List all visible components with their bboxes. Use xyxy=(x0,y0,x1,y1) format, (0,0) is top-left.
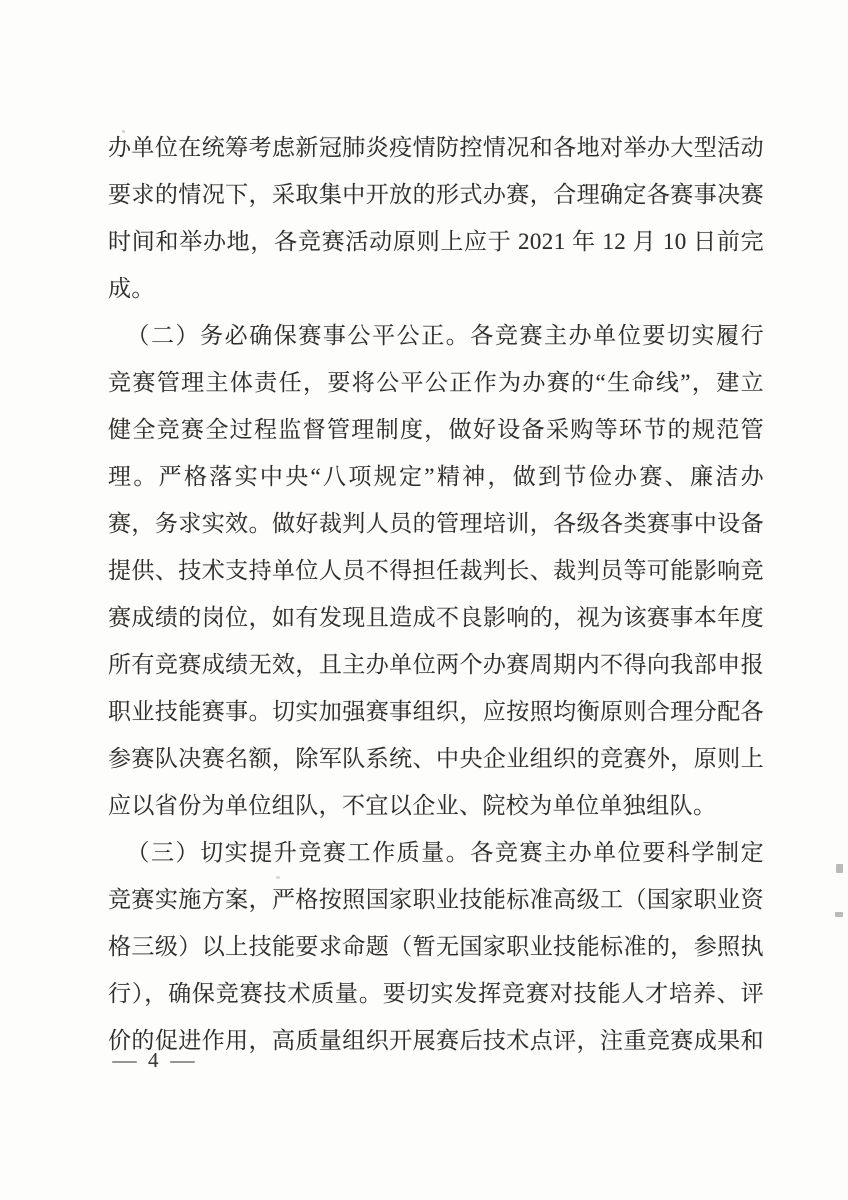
text-line: 所有竞赛成绩无效，且主办单位两个办赛周期内不得向我部申报 xyxy=(108,652,764,677)
text-line: 竞赛实施方案，严格按照国家职业技能标准高级工（国家职业资 xyxy=(108,887,764,912)
text-line: 提供、技术支持单位人员不得担任裁判长、裁判员等可能影响竞 xyxy=(108,558,764,583)
text-line: 要求的情况下，采取集中开放的形式办赛，合理确定各赛事决赛 xyxy=(108,182,764,207)
text-line: （三）切实提升竞赛工作质量。各竞赛主办单位要科学制定 xyxy=(126,840,764,865)
text-line: 办单位在统筹考虑新冠肺炎疫情防控情况和各地对举办大型活动 xyxy=(108,135,764,160)
text-line: 价的促进作用，高质量组织开展赛后技术点评，注重竞赛成果和 xyxy=(108,1028,764,1053)
text-line: 理。严格落实中央“八项规定”精神，做到节俭办赛、廉洁办 xyxy=(108,464,764,489)
text-line: 应以省份为单位组队，不宜以企业、院校为单位单独组队。 xyxy=(108,793,717,818)
text-line: 竞赛管理主体责任，要将公平公正作为办赛的“生命线”，建立 xyxy=(108,370,764,395)
text-line: 格三级）以上技能要求命题（暂无国家职业技能标准的，参照执 xyxy=(108,934,764,959)
text-line: 职业技能赛事。切实加强赛事组织，应按照均衡原则合理分配各 xyxy=(108,699,764,724)
scan-artifact xyxy=(835,912,843,917)
page-footer xyxy=(114,1048,193,1073)
paragraph xyxy=(108,312,764,829)
scan-artifact xyxy=(122,130,125,133)
paragraph xyxy=(108,124,764,312)
scan-artifact xyxy=(276,876,280,879)
footer-dash-right: — xyxy=(169,1048,195,1072)
paragraph xyxy=(108,829,764,1064)
text-line: 参赛队决赛名额，除军队系统、中央企业组织的竞赛外，原则上 xyxy=(108,746,764,771)
text-line: 赛，务求实效。做好裁判人员的管理培训，各级各类赛事中设备 xyxy=(108,511,764,536)
text-block xyxy=(108,124,764,1064)
text-line: 赛成绩的岗位，如有发现且造成不良影响的，视为该赛事本年度 xyxy=(108,605,764,630)
text-line: 健全竞赛全过程监督管理制度，做好设备采购等环节的规范管 xyxy=(108,417,764,442)
footer-dash-left: — xyxy=(112,1048,137,1072)
scan-artifact xyxy=(836,864,843,873)
page-number: 4 xyxy=(148,1048,159,1072)
text-line: 成。 xyxy=(108,276,155,301)
text-line: 行），确保竞赛技术质量。要切实发挥竞赛对技能人才培养、评 xyxy=(108,981,764,1006)
text-line: 时间和举办地，各竞赛活动原则上应于 2021 年 12 月 10 日前完 xyxy=(108,229,764,254)
text-line: （二）务必确保赛事公平公正。各竞赛主办单位要切实履行 xyxy=(126,323,764,348)
